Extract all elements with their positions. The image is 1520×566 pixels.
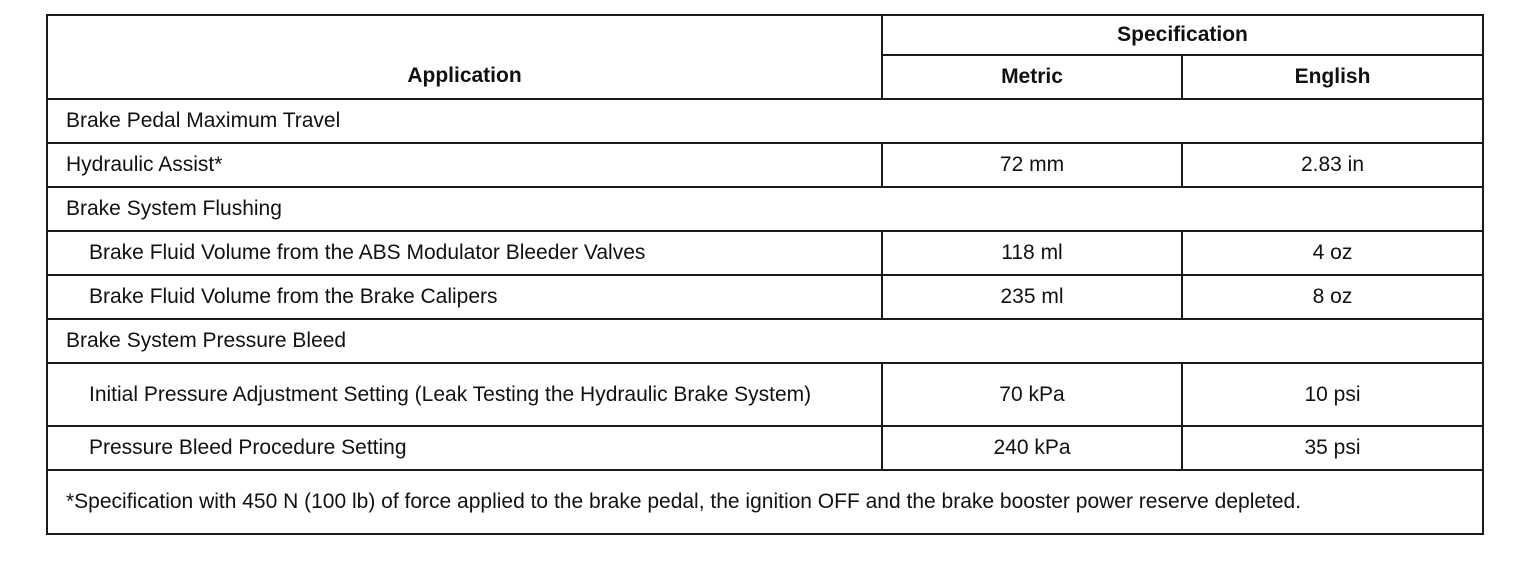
specification-header: Specification [882, 15, 1483, 55]
english-cell: 8 oz [1182, 275, 1483, 319]
english-cell: 4 oz [1182, 231, 1483, 275]
table-row [47, 426, 1483, 470]
application-cell: Brake Fluid Volume from the ABS Modulator Bleeder Valves [47, 231, 882, 275]
english-cell: 2.83 in [1182, 143, 1483, 187]
metric-cell: 235 ml [882, 275, 1182, 319]
metric-cell: 70 kPa [882, 363, 1182, 426]
section-title: Brake System Pressure Bleed [47, 319, 1483, 363]
section-row [47, 187, 1483, 231]
specification-table [46, 14, 1484, 535]
english-header: English [1182, 55, 1483, 99]
header-row-top [47, 15, 1483, 55]
metric-cell: 240 kPa [882, 426, 1182, 470]
application-cell: Brake Fluid Volume from the Brake Calipers [47, 275, 882, 319]
metric-cell: 118 ml [882, 231, 1182, 275]
english-cell: 35 psi [1182, 426, 1483, 470]
section-title: Brake Pedal Maximum Travel [47, 99, 1483, 143]
section-row [47, 99, 1483, 143]
section-title: Brake System Flushing [47, 187, 1483, 231]
metric-cell: 72 mm [882, 143, 1182, 187]
metric-header: Metric [882, 55, 1182, 99]
application-cell: Pressure Bleed Procedure Setting [47, 426, 882, 470]
english-cell: 10 psi [1182, 363, 1483, 426]
table-row [47, 231, 1483, 275]
footnote: *Specification with 450 N (100 lb) of force applied to the brake pedal, the ignition OFF and the brake booster power reserve depleted. [47, 470, 1483, 534]
table-row [47, 275, 1483, 319]
application-cell: Hydraulic Assist* [47, 143, 882, 187]
application-header: Application [47, 15, 882, 99]
footnote-row [47, 470, 1483, 534]
section-row [47, 319, 1483, 363]
table-row [47, 363, 1483, 426]
application-cell: Initial Pressure Adjustment Setting (Leak Testing the Hydraulic Brake System) [47, 363, 882, 426]
table-row [47, 143, 1483, 187]
